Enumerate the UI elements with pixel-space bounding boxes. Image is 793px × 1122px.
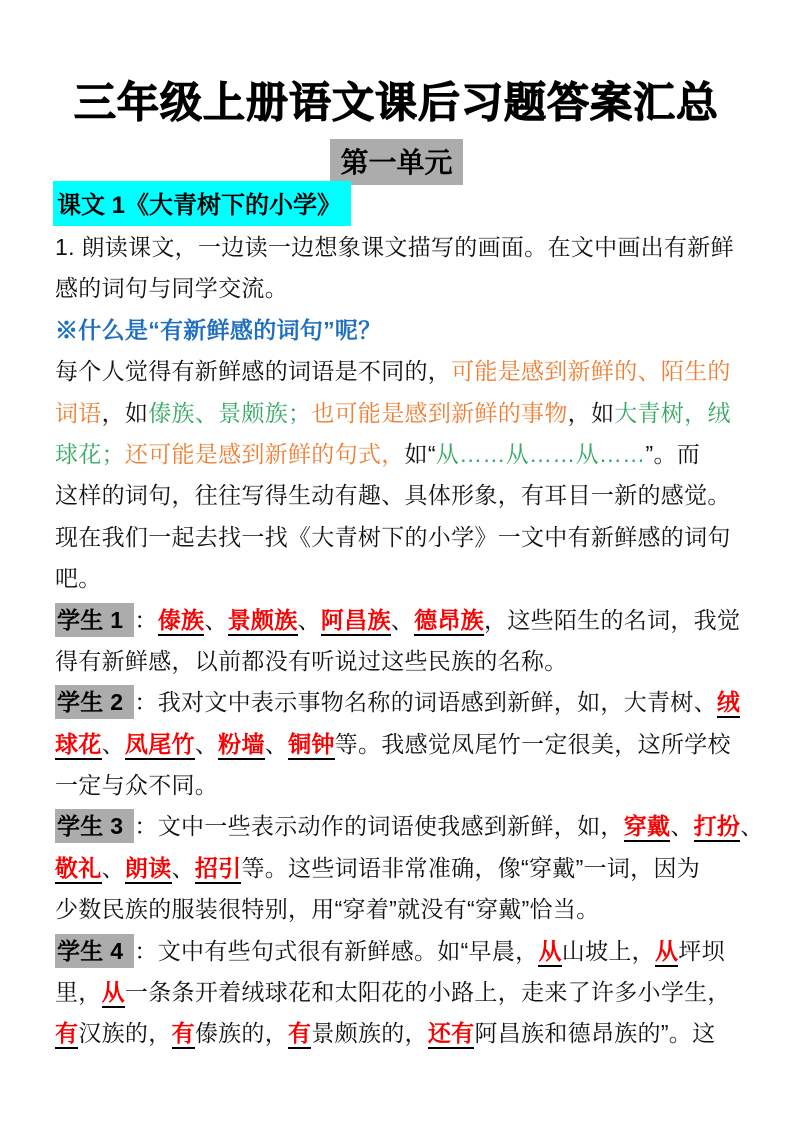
text-segment-plain: 坪坝 (678, 937, 725, 964)
text-segment-plain: ： (134, 606, 158, 633)
text-line (55, 889, 755, 930)
lesson-heading: 课文 1《大青树下的小学》 (53, 181, 351, 226)
text-line (55, 682, 755, 723)
text-segment-plain: 、 (171, 854, 195, 881)
text-line (55, 848, 755, 889)
text-segment-red: 打扮 (694, 813, 741, 842)
text-segment-orange: 词语 (55, 399, 102, 426)
text-segment-plain: 里， (55, 979, 102, 1006)
text-segment-green: 从……从……从…… (435, 440, 646, 467)
text-segment-orange: 还可能是感到新鲜的句式， (124, 440, 405, 467)
text-segment-red: 阿昌族 (321, 607, 391, 636)
lesson-heading-row (53, 181, 351, 226)
text-segment-green: 大青树，绒 (614, 399, 731, 426)
text-segment-plain: ，如 (101, 399, 149, 426)
text-segment-red: 从 (102, 979, 125, 1008)
text-segment-plain: 一定与众不同。 (55, 772, 219, 799)
text-segment-green: 傣族、景颇族； (148, 399, 312, 426)
text-segment-plain: 傣族的， (194, 1020, 289, 1047)
text-segment-plain: 、 (101, 730, 125, 757)
text-segment-plain: 汉族的， (78, 1020, 172, 1047)
text-line (55, 517, 755, 558)
text-segment-plain: 吧。 (55, 565, 102, 592)
text-segment-plain: 、 (670, 813, 694, 840)
text-segment-label: 学生 3 (55, 809, 134, 843)
text-segment-red: 从 (538, 938, 561, 967)
text-line (55, 972, 755, 1013)
body-text (55, 227, 764, 1055)
text-segment-red: 粉墙 (218, 731, 265, 760)
text-segment-green: 球花； (55, 440, 125, 467)
text-segment-red: 招引 (195, 855, 242, 884)
text-line (55, 434, 755, 475)
text-segment-plain: 、 (390, 606, 415, 633)
text-segment-plain: 、 (740, 813, 764, 840)
text-segment-plain: 1. 朗读课文，一边读一边想象课文描写的画面。在文中画出有新鲜 (55, 234, 734, 260)
text-line (55, 600, 755, 641)
text-segment-orange: 可能是感到新鲜的、陌生的 (451, 358, 731, 385)
text-segment-plain: ：文中有些句式很有新鲜感。如“早晨， (134, 937, 539, 964)
text-segment-plain: 山坡上， (561, 937, 655, 964)
text-line (55, 765, 755, 806)
text-segment-red: 朗读 (125, 855, 172, 884)
text-segment-plain: 、 (101, 854, 125, 881)
text-line (55, 1013, 755, 1054)
text-segment-label: 学生 4 (55, 934, 134, 968)
text-segment-plain: 、 (194, 730, 219, 757)
text-line (55, 351, 755, 392)
text-segment-plain: 、 (297, 606, 321, 633)
text-segment-red: 铜钟 (288, 731, 335, 760)
text-segment-plain: 、 (204, 606, 228, 633)
text-line (55, 475, 755, 516)
text-segment-plain: ，这些陌生的名词，我觉 (483, 606, 741, 633)
text-segment-plain: 感的词句与同学交流。 (55, 275, 288, 302)
text-segment-plain: 现在我们一起去找一找《大青树下的小学》一文中有新鲜感的词句 (55, 523, 731, 550)
text-segment-red: 绒 (717, 689, 740, 718)
text-segment-orange: 也可能是感到新鲜的事物 (311, 399, 568, 426)
text-line (55, 227, 755, 268)
text-line (55, 310, 755, 351)
text-segment-red: 敬礼 (55, 855, 102, 884)
text-segment-red: 有 (172, 1020, 195, 1049)
text-segment-plain: ：文中一些表示动作的词语使我感到新鲜，如， (134, 813, 624, 840)
text-segment-plain: 如“ (404, 440, 436, 467)
text-segment-plain: 等。这些词语非常准确，像“穿戴”一词，因为 (241, 854, 701, 881)
text-segment-plain: 少数民族的服装很特别，用“穿着”就没有“穿戴”恰当。 (55, 896, 600, 923)
text-segment-plain: ：我对文中表示事物名称的词语感到新鲜，如，大青树、 (134, 689, 717, 716)
text-segment-plain: 景颇族的， (311, 1020, 428, 1047)
text-segment-red: 从 (655, 938, 678, 967)
text-segment-plain: 得有新鲜感，以前都没有听说过这些民族的名称。 (55, 647, 568, 674)
unit-heading-row (0, 139, 793, 185)
unit-heading: 第一单元 (330, 139, 462, 185)
text-segment-plain: 、 (264, 730, 289, 757)
text-segment-red: 有 (288, 1020, 311, 1049)
text-segment-red: 还有 (428, 1020, 475, 1049)
text-segment-plain: 阿昌族和德昂族的”。这 (474, 1020, 716, 1047)
text-segment-plain: 每个人觉得有新鲜感的词语是不同的， (55, 358, 452, 385)
text-segment-plain: 这样的词句，往往写得生动有趣、具体形象，有耳目一新的感觉。 (55, 482, 731, 509)
text-line (55, 931, 755, 972)
text-segment-red: 球花 (55, 731, 102, 760)
text-segment-red: 德昂族 (414, 607, 484, 636)
text-segment-plain: ”。而 (645, 440, 701, 467)
text-segment-plain: 一条条开着绒球花和太阳花的小路上，走来了许多小学生， (124, 979, 731, 1006)
text-segment-red: 穿戴 (624, 813, 671, 842)
text-segment-plain: ，如 (567, 399, 615, 426)
text-segment-red: 有 (55, 1020, 78, 1049)
text-segment-red: 景颇族 (228, 607, 298, 636)
text-line (55, 393, 755, 434)
text-segment-plain: 等。我感觉凤尾竹一定很美，这所学校 (334, 730, 731, 757)
page-title: 三年级上册语文课后习题答案汇总 (73, 79, 719, 126)
text-line (55, 558, 755, 599)
text-line (55, 268, 755, 309)
text-segment-red: 傣族 (158, 607, 205, 636)
text-line (55, 641, 755, 682)
text-segment-blue: ※什么是“有新鲜感的词句”呢？ (55, 316, 382, 343)
text-segment-red: 凤尾竹 (125, 731, 195, 760)
text-segment-label: 学生 2 (55, 685, 134, 719)
text-segment-label: 学生 1 (55, 603, 134, 637)
text-line (55, 806, 764, 847)
text-line (55, 724, 755, 765)
